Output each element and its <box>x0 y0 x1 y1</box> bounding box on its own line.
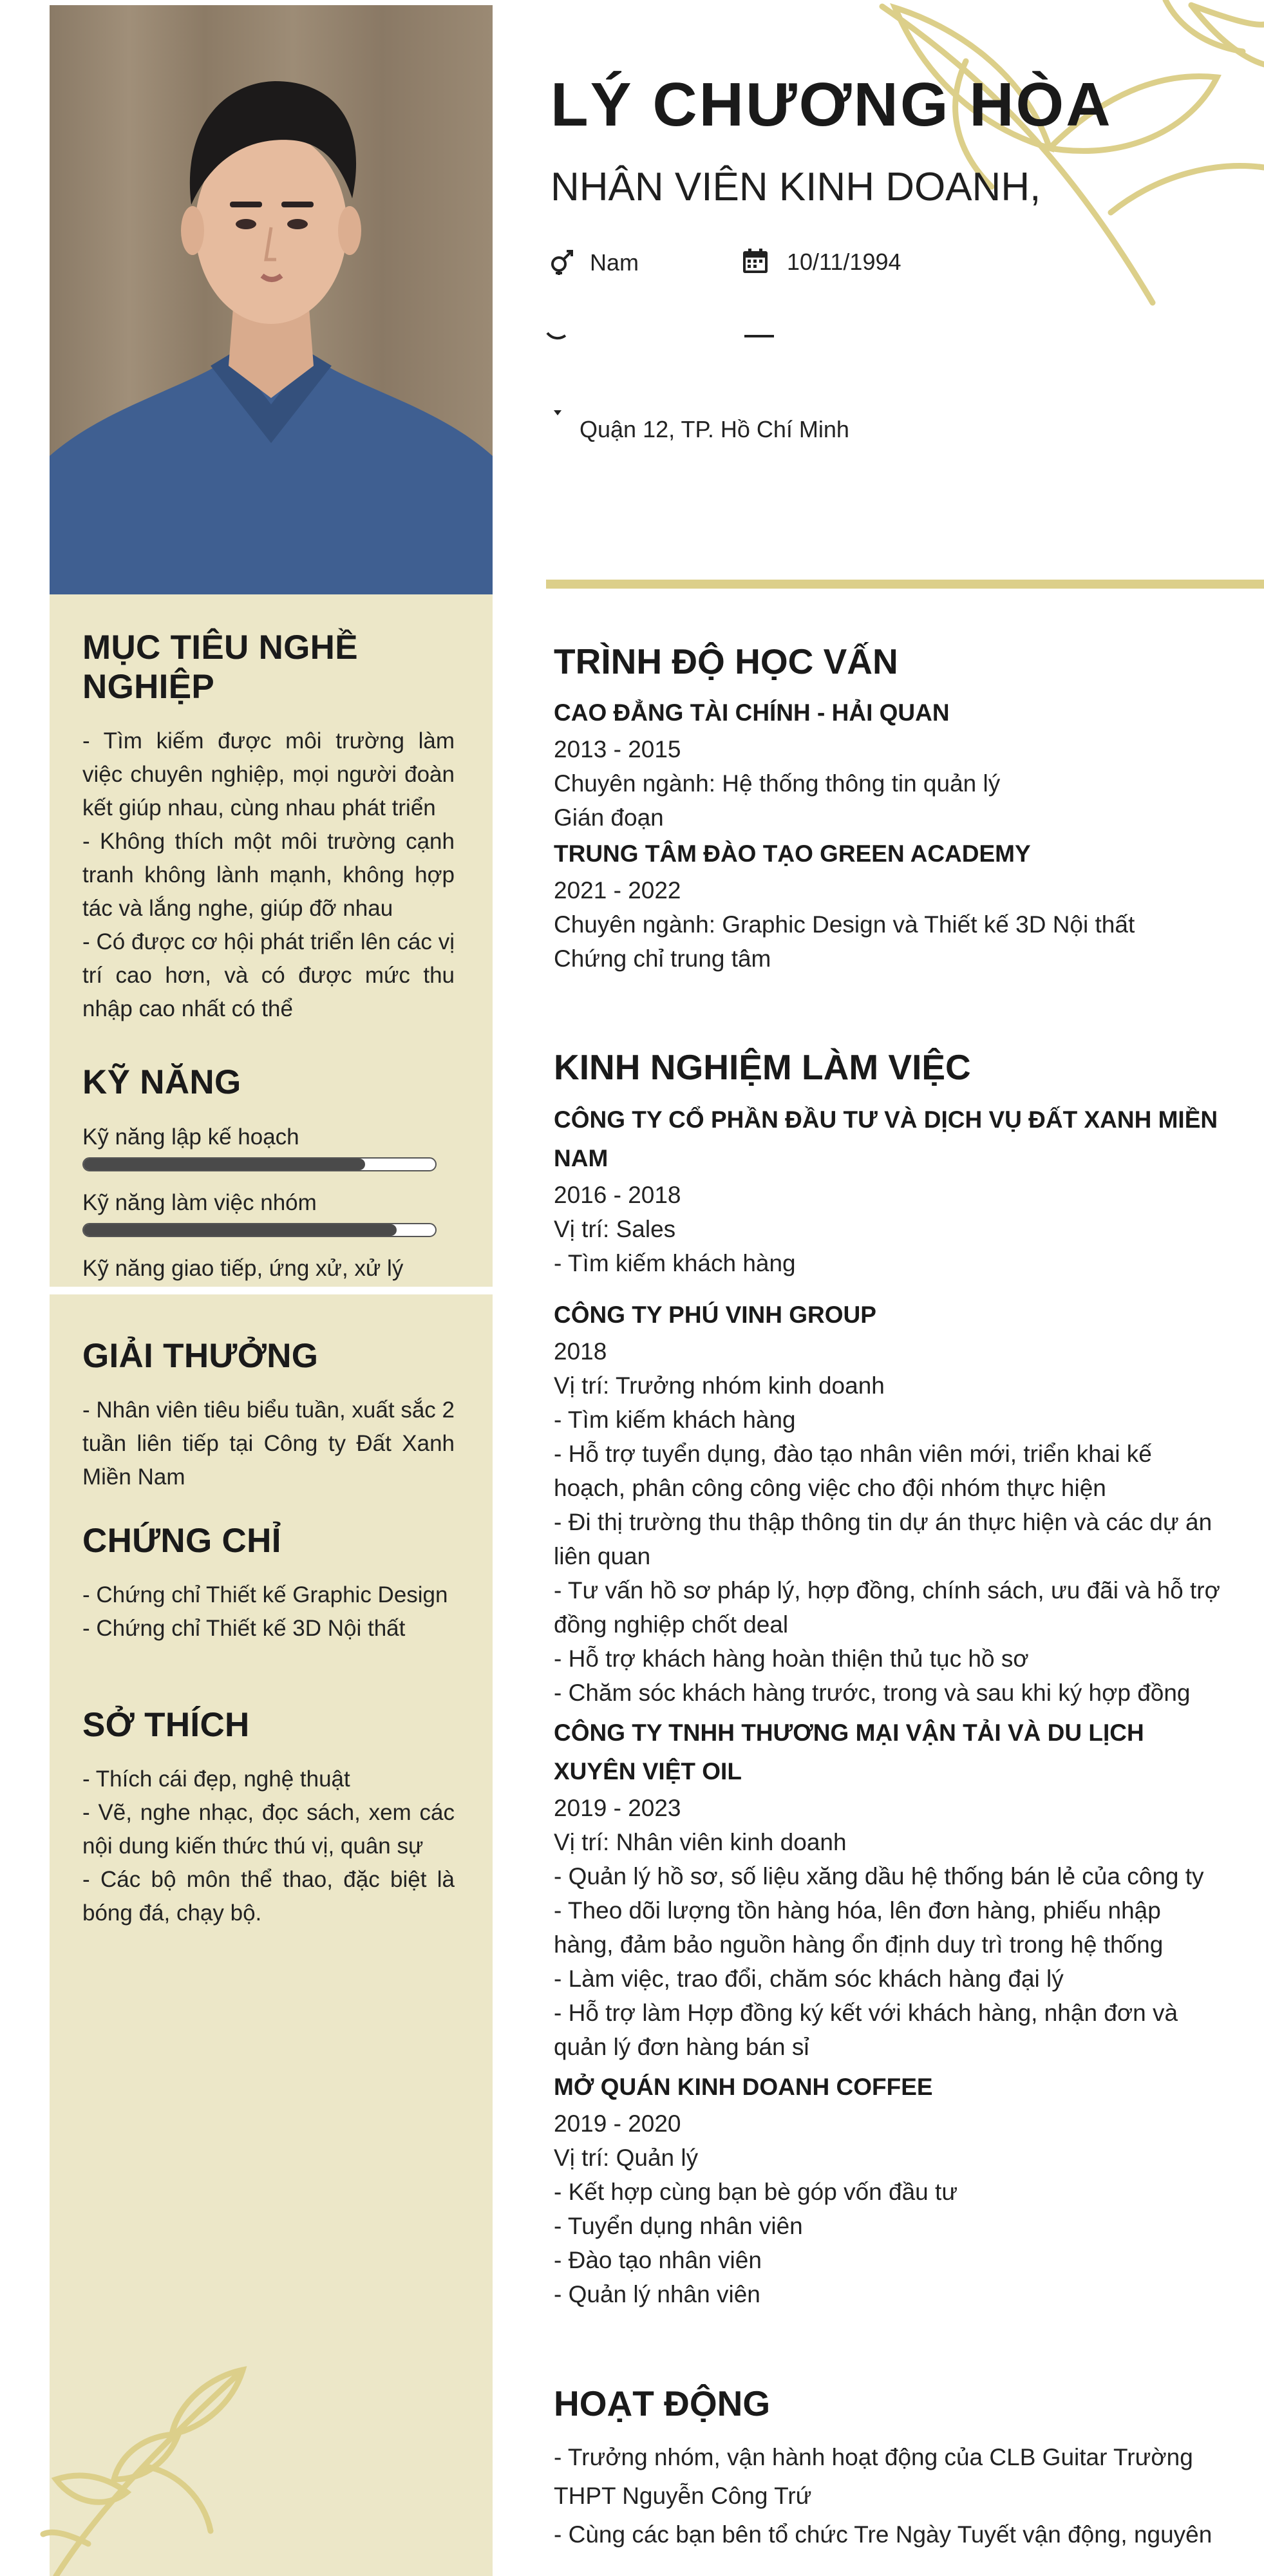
skill-label: Kỹ năng giao tiếp, ứng xử, xử lý <box>82 1256 404 1281</box>
education-section <box>554 641 1223 976</box>
experience-duty: - Tuyển dụng nhân viên <box>554 2213 803 2239</box>
experience-entry <box>554 1101 1223 1276</box>
gender-info <box>547 247 639 281</box>
experience-duty: - Hỗ trợ tuyển dụng, đào tạo nhân viên mới, triển khai kế hoạch, phân công công việc cho đội nhóm thực hiện <box>554 1441 1152 1501</box>
address-value: Quận 12, TP. Hồ Chí Minh <box>580 416 849 442</box>
experience-duty: - Đào tạo nhân viên <box>554 2247 762 2273</box>
skill-label: Kỹ năng lập kế hoạch <box>82 1124 299 1150</box>
education-note: Chứng chỉ trung tâm <box>554 945 771 972</box>
skills-section <box>82 1063 455 1281</box>
location-icon <box>554 407 561 412</box>
objective-line: - Có được cơ hội phát triển lên các vị trí cao hơn, và có được mức thu nhập cao nhất có thể <box>82 929 455 1021</box>
email-icon <box>744 335 774 337</box>
hobby-line: - Thích cái đẹp, nghệ thuật <box>82 1766 350 1792</box>
skills-list <box>82 1121 455 1281</box>
objective-heading: MỤC TIÊU NGHỀ NGHIỆP <box>82 629 358 706</box>
birthdate-info <box>742 247 901 280</box>
experience-duty: - Chăm sóc khách hàng trước, trong và sau khi ký hợp đồng <box>554 1680 1191 1706</box>
experience-entry <box>554 1296 1223 1710</box>
education-years: 2013 - 2015 <box>554 736 681 762</box>
objective-line: - Không thích một môi trường cạnh tranh không lành mạnh, không hợp tác và lắng nghe, giúp đỡ nhau <box>82 829 455 921</box>
awards-heading: GIẢI THƯỞNG <box>82 1337 319 1375</box>
experience-duty: - Theo dõi lượng tồn hàng hóa, lên đơn hàng, phiếu nhập hàng, đảm bảo nguồn hàng ổn định duy trì trong hệ thống <box>554 1897 1164 1958</box>
experience-duty: - Hỗ trợ làm Hợp đồng ký kết với khách hàng, nhận đơn và quản lý đơn hàng bán sỉ <box>554 2000 1178 2060</box>
experience-duty: - Làm việc, trao đổi, chăm sóc khách hàng đại lý <box>554 1965 1064 1992</box>
experience-position: Vị trí: Trưởng nhóm kinh doanh <box>554 1372 885 1399</box>
company-name: CÔNG TY CỔ PHẦN ĐẦU TƯ VÀ DỊCH VỤ ĐẤT XANH MIỀN NAM <box>554 1106 1218 1171</box>
leaf-decoration-top <box>856 0 1264 316</box>
school-name: CAO ĐẲNG TÀI CHÍNH - HẢI QUAN <box>554 699 950 726</box>
education-years: 2021 - 2022 <box>554 877 681 904</box>
gender-value: Nam <box>590 249 639 276</box>
experience-duty: - Quản lý nhân viên <box>554 2281 760 2307</box>
hobbies-heading: SỞ THÍCH <box>82 1706 250 1744</box>
awards-text: - Nhân viên tiêu biểu tuần, xuất sắc 2 tuần liên tiếp tại Công ty Đất Xanh Miền Nam <box>82 1397 455 1490</box>
experience-years: 2019 - 2020 <box>554 2110 681 2137</box>
hobbies-section <box>82 1705 455 1930</box>
activity-line: - Trưởng nhóm, vận hành hoạt động của CLB Guitar Trường THPT Nguyễn Công Trứ <box>554 2444 1193 2509</box>
activities-section <box>554 2383 1223 2554</box>
experience-duty: - Tìm kiếm khách hàng <box>554 1406 796 1433</box>
activities-heading: HOẠT ĐỘNG <box>554 2383 771 2423</box>
gender-icon <box>547 247 576 281</box>
skill-bar <box>82 1157 437 1171</box>
experience-years: 2018 <box>554 1338 607 1365</box>
education-note: Gián đoạn <box>554 804 664 831</box>
phone-icon <box>546 332 567 341</box>
company-name: MỞ QUÁN KINH DOANH COFFEE <box>554 2074 933 2100</box>
skill-bar-fill <box>84 1159 365 1170</box>
experience-section <box>554 1046 1223 2311</box>
experience-years: 2019 - 2023 <box>554 1795 681 1821</box>
experience-duty: - Tư vấn hồ sơ pháp lý, hợp đồng, chính sách, ưu đãi và hỗ trợ đồng nghiệp chốt deal <box>554 1577 1220 1638</box>
certificate-line: - Chứng chỉ Thiết kế Graphic Design <box>82 1582 448 1607</box>
experience-years: 2016 - 2018 <box>554 1182 681 1208</box>
experience-entry <box>554 2068 1223 2311</box>
company-name: CÔNG TY PHÚ VINH GROUP <box>554 1302 876 1328</box>
education-entry <box>554 835 1223 976</box>
skills-heading: KỸ NĂNG <box>82 1063 241 1101</box>
experience-entry <box>554 1714 1223 2064</box>
experience-duty: - Tìm kiếm khách hàng <box>554 1250 796 1276</box>
job-title: NHÂN VIÊN KINH DOANH, <box>551 165 1041 209</box>
objective-section <box>82 628 455 1026</box>
school-name: TRUNG TÂM ĐÀO TẠO GREEN ACADEMY <box>554 840 1031 867</box>
skill-label: Kỹ năng làm việc nhóm <box>82 1190 317 1215</box>
activity-line: - Cùng các bạn bên tổ chức Tre Ngày Tuyết vận động, nguyên <box>554 2521 1212 2548</box>
calendar-icon <box>742 247 770 280</box>
candidate-name: LÝ CHƯƠNG HÒA <box>551 70 1113 139</box>
objective-line: - Tìm kiếm được môi trường làm việc chuyên nghiệp, mọi người đoàn kết giúp nhau, cùng nhau phát triển <box>82 728 455 820</box>
sidebar-divider <box>50 1287 493 1294</box>
skill-bar <box>82 1223 437 1237</box>
birthdate-value: 10/11/1994 <box>787 249 901 276</box>
certificate-line: - Chứng chỉ Thiết kế 3D Nội thất <box>82 1616 406 1641</box>
education-heading: TRÌNH ĐỘ HỌC VẤN <box>554 641 898 681</box>
experience-heading: KINH NGHIỆM LÀM VIỆC <box>554 1047 971 1087</box>
awards-section <box>82 1336 455 1494</box>
education-entry <box>554 694 1223 835</box>
experience-position: Vị trí: Sales <box>554 1216 676 1242</box>
certificates-section <box>82 1521 455 1645</box>
education-major: Chuyên ngành: Hệ thống thông tin quản lý <box>554 770 1001 797</box>
experience-duty: - Hỗ trợ khách hàng hoàn thiện thủ tục hồ sơ <box>554 1645 1029 1672</box>
education-major: Chuyên ngành: Graphic Design và Thiết kế 3D Nội thất <box>554 911 1135 938</box>
experience-duty: - Kết hợp cùng bạn bè góp vốn đầu tư <box>554 2179 958 2205</box>
experience-position: Vị trí: Nhân viên kinh doanh <box>554 1829 847 1855</box>
company-name: CÔNG TY TNHH THƯƠNG MẠI VẬN TẢI VÀ DU LỊCH XUYÊN VIỆT OIL <box>554 1719 1144 1785</box>
skill-bar-fill <box>84 1224 397 1236</box>
hobby-line: - Các bộ môn thể thao, đặc biệt là bóng đá, chạy bộ. <box>82 1867 455 1926</box>
experience-duty: - Đi thị trường thu thập thông tin dự án thực hiện và các dự án liên quan <box>554 1509 1212 1569</box>
profile-photo <box>50 5 493 594</box>
leaf-decoration-bottom <box>50 2344 281 2576</box>
certificates-heading: CHỨNG CHỈ <box>82 1522 281 1560</box>
experience-duty: - Quản lý hồ sơ, số liệu xăng dầu hệ thống bán lẻ của công ty <box>554 1863 1204 1889</box>
hobby-line: - Vẽ, nghe nhạc, đọc sách, xem các nội dung kiến thức thú vị, quân sự <box>82 1800 455 1859</box>
header-divider <box>546 580 1264 589</box>
experience-position: Vị trí: Quản lý <box>554 2145 699 2171</box>
